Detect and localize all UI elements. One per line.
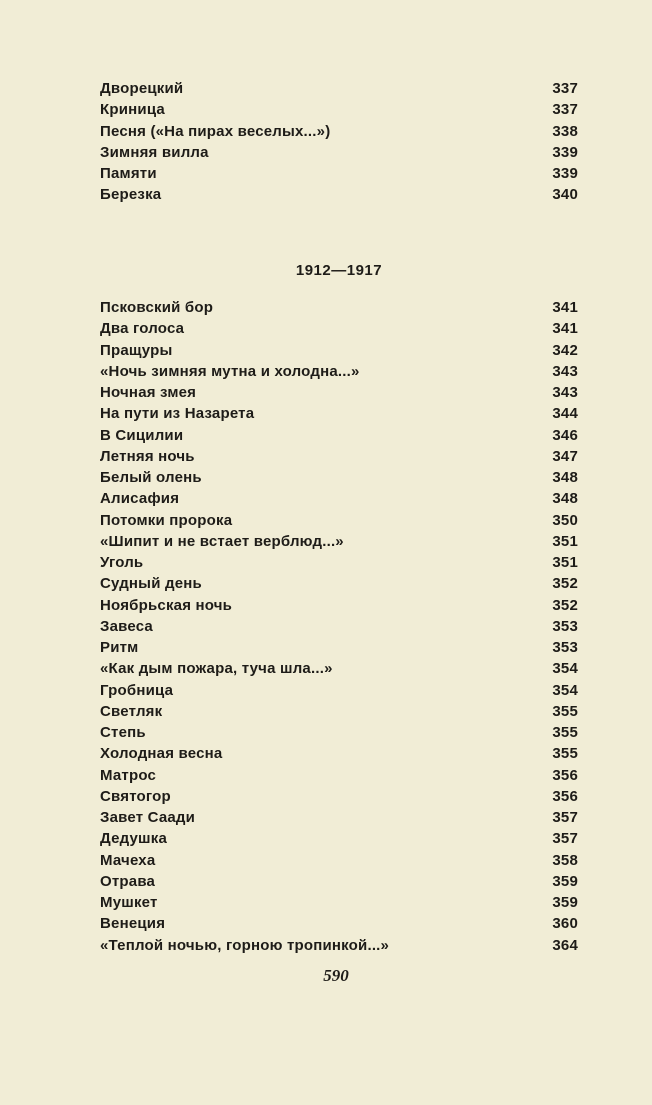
toc-entry: [100, 658, 578, 679]
toc-section-1: [100, 78, 578, 206]
toc-entry-title: Мачеха: [100, 851, 156, 869]
toc-entry: [100, 403, 578, 424]
toc-entry-page: 343: [552, 384, 578, 401]
toc-entry-page: 339: [552, 165, 578, 182]
toc-entry-title: Зимняя вилла: [100, 143, 209, 161]
toc-entry-title: Ритм: [100, 639, 139, 656]
toc-entry-page: 347: [552, 447, 578, 465]
toc-entry: [100, 382, 578, 403]
toc-entry-page: 337: [552, 80, 578, 97]
toc-entry: [100, 163, 578, 184]
toc-entry: [100, 99, 578, 120]
toc-entry-title: Ночная змея: [100, 384, 197, 401]
toc-entry: [100, 850, 578, 871]
toc-entry: [100, 913, 578, 934]
toc-entry: [100, 510, 578, 531]
toc-entry: [100, 701, 578, 722]
toc-entry-title: Святогор: [100, 787, 171, 805]
toc-entry-title: Отрава: [100, 872, 156, 890]
toc-entry-page: 340: [552, 186, 578, 204]
toc-entry-title: Судный день: [100, 575, 202, 593]
toc-entry-title: Пращуры: [100, 341, 173, 359]
toc-entry-title: Белый олень: [100, 469, 202, 486]
toc-entry-page: 352: [552, 596, 578, 614]
toc-entry-page: 339: [552, 143, 578, 161]
toc-entry: [100, 318, 578, 339]
toc-entry-title: На пути из Назарета: [100, 405, 255, 423]
toc-entry-page: 355: [552, 724, 578, 741]
toc-entry-title: Завеса: [100, 617, 153, 635]
toc-entry: [100, 361, 578, 382]
toc-entry-title: В Сицилии: [100, 426, 184, 444]
toc-entry: [100, 573, 578, 594]
toc-entry-page: 355: [552, 702, 578, 720]
toc-entry-title: Два голоса: [100, 320, 185, 338]
toc-entry-page: 357: [552, 809, 578, 826]
toc-entry-page: 350: [552, 511, 578, 529]
toc-entry-title: Березка: [100, 186, 162, 204]
toc-entry-page: 348: [552, 490, 578, 508]
toc-entry-title: Светляк: [100, 702, 163, 720]
toc-entry-title: Матрос: [100, 766, 157, 784]
section-heading: 1912—1917: [295, 262, 383, 279]
toc-entry-page: 356: [552, 766, 578, 784]
toc-entry: [100, 184, 578, 205]
toc-entry: [100, 807, 578, 828]
toc-entry-page: 353: [552, 639, 578, 656]
toc-entry-page: 364: [552, 936, 578, 954]
toc-entry-title: Дворецкий: [100, 80, 184, 97]
toc-entry-page: 354: [552, 660, 578, 678]
toc-entry: [100, 680, 578, 701]
toc-entry: [100, 340, 578, 361]
toc-entry: [100, 892, 578, 913]
toc-entry-title: Криница: [100, 101, 165, 119]
toc-entry-page: 359: [552, 894, 578, 911]
toc-entry: [100, 765, 578, 786]
toc-entry: [100, 828, 578, 849]
toc-entry-page: 341: [552, 299, 578, 316]
toc-entry-page: 346: [552, 426, 578, 444]
toc-entry-page: 357: [552, 830, 578, 848]
toc-entry-title: Гробница: [100, 681, 174, 699]
toc-entry-page: 355: [552, 745, 578, 763]
toc-entry-page: 359: [552, 872, 578, 890]
toc-entry: [100, 142, 578, 163]
page-number: 590: [323, 966, 349, 985]
toc-entry-page: 353: [552, 617, 578, 635]
toc-entry-page: 341: [552, 320, 578, 338]
toc-entry-page: 352: [552, 575, 578, 593]
toc-entry-title: Псковский бор: [100, 299, 214, 316]
toc-entry-title: Степь: [100, 724, 146, 741]
toc-entry-title: Венеция: [100, 915, 166, 933]
toc-entry-page: 337: [552, 101, 578, 119]
toc-entry-page: 348: [552, 469, 578, 486]
toc-entry-title: Песня («На пирах веселых...»): [100, 122, 331, 140]
toc-entry: [100, 871, 578, 892]
toc-entry: [100, 488, 578, 509]
toc-entry: [100, 552, 578, 573]
toc-entry: [100, 467, 578, 488]
toc-entry-page: 351: [552, 532, 578, 550]
toc-entry-title: Уголь: [100, 554, 144, 571]
toc-entry: [100, 743, 578, 764]
toc-entry: [100, 722, 578, 743]
toc-entry-title: «Как дым пожара, туча шла...»: [100, 660, 333, 678]
toc-entry-title: Завет Саади: [100, 809, 196, 826]
toc-entry: [100, 121, 578, 142]
toc-entry-page: 354: [552, 681, 578, 699]
toc-entry: [100, 935, 578, 956]
toc-entry-page: 360: [552, 915, 578, 933]
toc-entry-title: Холодная весна: [100, 745, 223, 763]
toc-entry: [100, 786, 578, 807]
toc-entry-page: 343: [552, 362, 578, 380]
toc-entry-page: 344: [552, 405, 578, 423]
toc-entry-title: «Шипит и не встает верблюд...»: [100, 532, 344, 550]
toc-entry-title: Дедушка: [100, 830, 168, 848]
toc-entry: [100, 446, 578, 467]
toc-section-2: [100, 297, 578, 956]
toc-entry: [100, 78, 578, 99]
toc-entry-title: Летняя ночь: [100, 447, 195, 465]
toc-entry-page: 342: [552, 341, 578, 359]
toc-entry: [100, 595, 578, 616]
toc-entry-title: «Ночь зимняя мутна и холодна...»: [100, 362, 360, 380]
toc-entry-title: «Теплой ночью, горною тропинкой...»: [100, 936, 390, 954]
toc-entry: [100, 531, 578, 552]
toc-entry-title: Ноябрьская ночь: [100, 596, 233, 614]
toc-entry-page: 356: [552, 787, 578, 805]
toc-entry-title: Алисафия: [100, 490, 180, 508]
toc-entry-title: Потомки пророка: [100, 511, 233, 529]
toc-entry: [100, 616, 578, 637]
toc-entry: [100, 425, 578, 446]
toc-entry: [100, 297, 578, 318]
toc-entry: [100, 637, 578, 658]
toc-entry-page: 351: [552, 554, 578, 571]
toc-entry-title: Памяти: [100, 165, 157, 182]
toc-entry-page: 358: [552, 851, 578, 869]
toc-entry-title: Мушкет: [100, 894, 158, 911]
toc-entry-page: 338: [552, 122, 578, 140]
